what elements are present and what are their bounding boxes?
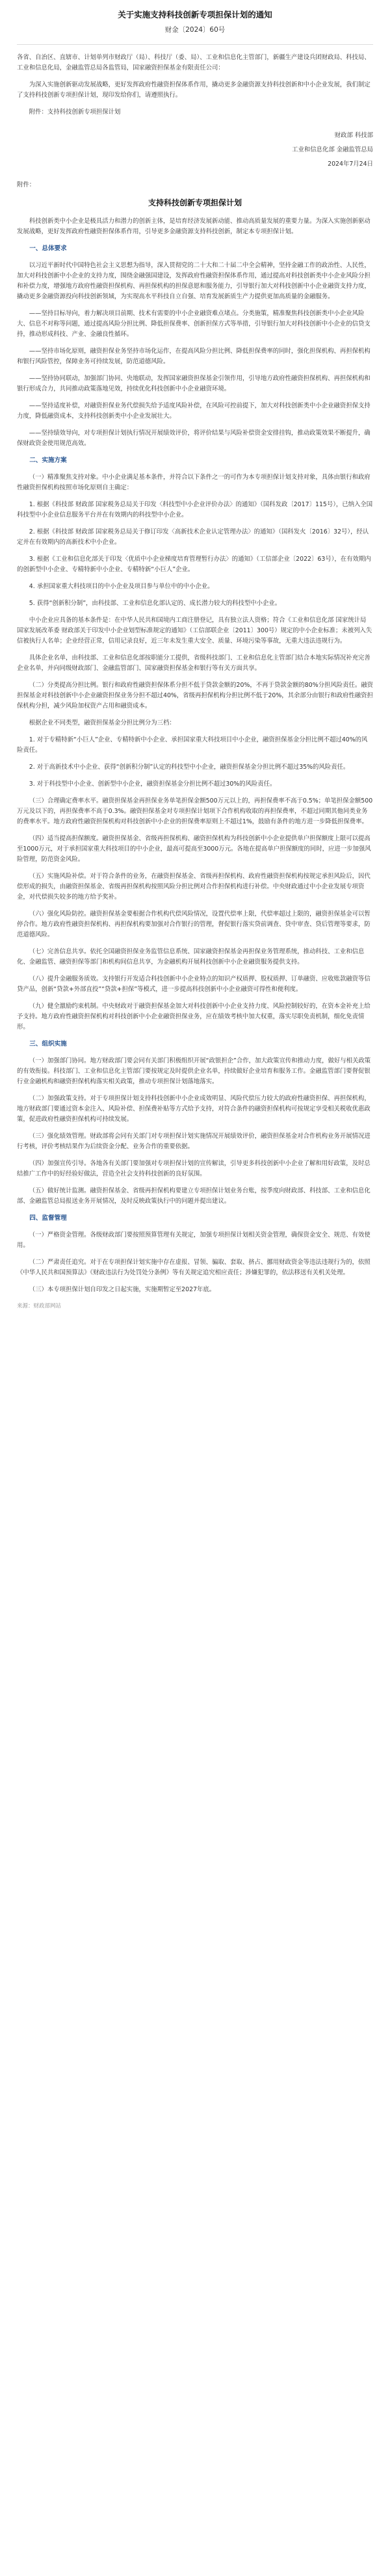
section-heading-2: 二、实施方案 <box>29 457 67 464</box>
paragraph: （一）严格资金管理。各级财政部门要按照预算管理有关规定，加强专项担保计划相关资金管理，确保资金安全、规范、有效使用。 <box>17 1231 370 1249</box>
list-item: 2. 根据《科技部 财政部 国家税务总局关于修订印发〈高新技术企业认定管理办法〉的通知》（国科发火〔2016〕32号），经认定并在有效期内的高新技术中小企业。 <box>17 528 369 546</box>
list-item: 2. 对于高新技术中小企业、获得“创新积分制”认定的科技型中小企业，融资担保基金分担比例不超过35%的风险责任。 <box>29 764 350 771</box>
source-footer: 来源：财政部网站 <box>17 1303 62 1309</box>
paragraph: ——坚持绩效导向，对专项担保计划执行情况开展绩效评价，将评价结果与风险补偿资金安排挂钩，推动政策效果不断提升，确保财政资金使用规范高效。 <box>17 430 370 447</box>
paragraph: ——坚持目标导向，着力解决项目前期、技术有需要的中小企业融资难点堵点。分类施策，精准聚焦科技创新类中小企业风险大、信息不对称等问题，通过提高风险分担比例、降低担保费率、创新担保方式等举措，引导银行加大对科技创新中小企业的信贷支持，推动形成科技、产业、金融良性循环。 <box>17 310 370 338</box>
paragraph: （二）严肃责任追究。对于在专项担保计划实施中存在虚报、冒领、骗取、套取、挤占、挪用财政资金等违法违规行为的，依照《中华人民共和国预算法》《财政违法行为处罚处分条例》等有关规定追究相应责任；涉嫌犯罪的，依法移送有关机关处理。 <box>17 1259 370 1276</box>
paragraph: 以习近平新时代中国特色社会主义思想为指导，深入贯彻党的二十大和二十届二中全会精神，坚持金融工作的政治性、人民性，加大对科技创新中小企业的支持力度，围绕金融强国建设，发挥政府性融资担保体系作用，通过提高对科技创新类中小企业风险分担和补偿力度，增强地方政府性融资担保机构、再担保机构的担保意愿和服务能力，引导银行加大对科技创新中小企业融资支持力度，撬动更多金融资源投向科技创新领域，为实现高水平科技自立自强、培育发展新质生产力提供更加高质量的金融服务。 <box>17 262 370 300</box>
list-item: 1. 对于专精特新“小巨人”企业、专精特新中小企业、承担国家重大科技项目中小企业，融资担保基金分担比例不超过40%的风险责任。 <box>17 736 368 754</box>
signer-2: 工业和信息化部 金融监管总局 <box>292 146 373 153</box>
paragraph: （五）实施风险补偿。对于符合条件的业务，在融资担保基金、省级再担保机构、政府性融资担保机构按规定承担风险后，因代偿形成的损失，由融资担保基金、省级再担保机构按照风险分担比例对合作担保机构进行补偿。中央财政通过中小企业发展专项资金，对代偿损失较多的地方给予奖补。 <box>17 873 370 901</box>
paragraph: 具体企业名单，由科技部、工业和信息化部按职能分工提供，省级科技部门、工业和信息化主管部门结合本地实际情况补充完善企业名单，并向同级财政部门、金融监管部门、国家融资担保基金和银行等有关方面共享。 <box>17 654 370 672</box>
paragraph: （二）分类提高分担比例。银行和政府性融资担保体系分担不低于贷款金额的20%，不再于贷款金额的80%分担风险责任。融资担保基金对科技创新中小企业融资担保业务分担不超过40%，省级再担保机构分担比例不低于20%，其余部分由银行和政府性融资担保机构分担，减少风险加权资产占用和融资成本。 <box>17 682 373 710</box>
paragraph: ——坚持协同联动，加强部门协同、央地联动，发挥国家融资担保基金引领作用，引导地方政府性融资担保机构、再担保机构和银行形成合力，共同推动政策落地见效，持续优化科技创新中小企业融资环境。 <box>17 375 370 393</box>
paragraph: （三）本专项担保计划自印发之日起实施，实施期暂定至2027年底。 <box>29 1286 216 1293</box>
paragraph: 中小企业应具备的基本条件是：在中华人民共和国境内工商注册登记，具有独立法人资格；符合《工业和信息化部 国家统计局 国家发展改革委 财政部关于印发中小企业划型标准规定的通知》（工信部联企业〔2011〕300号）规定的中小企业标准；未被列入失信被执行人名单；企业经营正常，信用记录良好，近三年未发生重大安全、质量、环境污染等事故，无重大违法违规行为。 <box>17 617 372 645</box>
paragraph: （六）强化风险防控。融资担保基金要根据合作机构代偿风险情况，设置代偿率上限，代偿率超过上限的，融资担保基金可以暂停合作。地方政府性融资担保机构、再担保机构要加强对合作银行的管理，督促银行落实贷前调查、贷中审查、贷后管理等要求，防范道德风险。 <box>17 910 370 938</box>
section-heading-1: 一、总体要求 <box>29 245 67 252</box>
paragraph: （一）精准聚焦支持对象。中小企业满足基本条件，并符合以下条件之一的可作为本专项担保计划支持对象，具体由银行和政府性融资担保机构按照市场化原则自主确定： <box>17 474 370 491</box>
section-heading-4: 四、监督管理 <box>29 1215 67 1222</box>
paragraph: （二）加强政策支持。对于专项担保计划支持科技创新中小企业成效明显、风险代偿压力较大的政府性融资担保、再担保机构，地方财政部门要通过资本金注入、风险补偿、担保费补贴等方式给予支持，对符合条件的融资担保机构可按规定享受相关税收优惠政策，促进政府性融资担保机构可持续发展。 <box>17 1095 370 1123</box>
divider <box>17 44 373 45</box>
section-heading-3: 三、组织实施 <box>29 1040 67 1048</box>
notice-title: 关于实施支持科技创新专项担保计划的通知 <box>118 10 272 19</box>
paragraph: （五）做好统计监测。融资担保基金、省级再担保机构要建立专项担保计划业务台账，按季度向财政部、科技部、工业和信息化部、金融监管总局报送业务开展情况，及时反映政策执行中的问题并提出建议。 <box>17 1187 370 1205</box>
paragraph: （四）加强宣传引导。各地各有关部门要加强对专项担保计划的宣传解读，引导更多科技创新中小企业了解和用好政策，及时总结推广工作中的好经验好做法，营造全社会支持科技创新的良好氛围。 <box>17 1160 370 1178</box>
attachment-line: 附件：支持科技创新专项担保计划 <box>29 109 121 116</box>
list-item: 3. 对于科技型中小企业、创新型中小企业，融资担保基金分担比例不超过30%的风险责任。 <box>29 780 276 788</box>
notice-paragraph: 为深入实施创新驱动发展战略，更好发挥政府性融资担保体系作用，撬动更多金融资源支持科技创新和中小企业发展，我们制定了支持科技创新专项担保计划，现印发给你们，请遵照执行。 <box>17 81 370 99</box>
paragraph: （八）提升金融服务质效。支持银行开发适合科技创新中小企业特点的知识产权质押、股权质押、订单融资、应收账款融资等信贷产品，创新“贷款+外部直投”“贷款+担保”等模式，进一步提高科技创新中小企业融资可得性和便利度。 <box>17 975 370 993</box>
document-number: 财金〔2024〕60号 <box>164 26 226 34</box>
notice-date: 2024年7月24日 <box>328 161 373 168</box>
list-item: 4. 承担国家重大科技项目的中小企业及项目参与单位中的中小企业。 <box>29 583 214 590</box>
paragraph: （三）合理确定费率水平。融资担保基金再担保业务单笔担保金额500万元以上的，再担保费率不高于0.5%；单笔担保金额500万元及以下的，再担保费率不高于0.3%。融资担保基金对专项担保计划项下合作机构收取的再担保费率，不超过同期其他同类业务的费率水平。地方政府性融资担保机构对科技创新中小企业的担保费率原则上不超过1%，鼓励有条件的地方进一步降低担保费率。 <box>17 797 373 825</box>
paragraph: （四）适当提高担保额度。融资担保基金、省级再担保机构、融资担保机构为科技创新中小企业提供单户担保额度上限可以提高至1000万元，对于承担国家重大科技项目的中小企业，最高可提高至3000万元。各地在提高单户担保额度的同时，应进一步加强风险管理，防范资金风险。 <box>17 835 371 863</box>
paragraph: 根据企业不同类型，融资担保基金分担比例分为三档： <box>29 719 176 727</box>
signer-1: 财政部 科技部 <box>334 132 373 139</box>
paragraph: ——坚持市场化原则，融资担保业务坚持市场化运作，在提高风险分担比例、降低担保费率的同时，强化担保机构、再担保机构和银行风险管控，保障业务可持续发展，防范道德风险。 <box>17 348 370 365</box>
paragraph: ——坚持适度补偿，对融资担保业务代偿损失给予适度风险补偿，在风险可控前提下，加大对科技创新类中小企业融资担保支持力度，降低融资成本，支持科技创新类中小企业发展壮大。 <box>17 402 370 420</box>
attachment-label: 附件： <box>17 181 36 188</box>
recipients: 各省、自治区、直辖市、计划单列市财政厅（局）、科技厅（委、局）、工业和信息化主管部门，新疆生产建设兵团财政局、科技局、工业和信息化局，金融监管总局各监管局，国家融资担保基金有限责任公司： <box>17 54 370 71</box>
attachment-title: 支持科技创新专项担保计划 <box>148 198 242 207</box>
paragraph: （七）完善信息共享。依托全国融资担保业务监管信息系统、国家融资担保基金再担保业务管理系统，推动科技、工业和信息化、金融监管、融资担保等部门和机构间信息共享，为金融机构开展科技创新中小企业融资服务提供支持。 <box>17 948 365 966</box>
list-item: 1. 根据《科技部 财政部 国家税务总局关于印发〈科技型中小企业评价办法〉的通知》（国科发政〔2017〕115号），已纳入全国科技型中小企业信息服务平台并在有效期内的科技型中小企业。 <box>17 501 373 519</box>
paragraph: （一）加强部门协同。地方财政部门要会同有关部门积极组织开展“政银担企”合作，加大政策宣传和推动力度，做好与相关政策的有效衔接。科技部门、工业和信息化主管部门要按规定及时提供企业名单，持续做好企业培育和服务工作。金融监管部门要督促银行业金融机构和融资担保机构落实相关政策，推动专项担保计划落地落实。 <box>17 1057 371 1085</box>
list-item: 5. 获得“创新积分制”，由科技部、工业和信息化部认定的、成长潜力较大的科技型中小企业。 <box>29 600 281 607</box>
list-item: 3. 根据《工业和信息化部关于印发〈优质中小企业梯度培育管理暂行办法〉的通知》（工信部企业〔2022〕63号），在有效期内的创新型中小企业、专精特新中小企业、专精特新“小巨人”企业。 <box>17 556 371 573</box>
paragraph: （三）强化绩效管理。财政部将会同有关部门对专项担保计划实施情况开展绩效评价，融资担保基金对合作机构业务开展情况进行考核，评价考核结果作为后续资金分配、业务合作的重要依据。 <box>17 1133 370 1150</box>
intro-paragraph: 科技创新类中小企业是极具活力和潜力的创新主体，是培育经济发展新动能、推动高质量发展的重要力量。为深入实施创新驱动发展战略，更好发挥政府性融资担保体系作用，引导更多金融资源支持科技创新，制定本专项担保计划。 <box>17 218 370 235</box>
paragraph: （九）健全激励约束机制。中央财政对于融资担保基金加大对科技创新中小企业支持力度、风险控制较好的，在资本金补充上给予支持。地方政府性融资担保机构对科技创新中小企业融资担保业务，应在绩效考核中加大权重，落实尽职免责机制，细化免责情形。 <box>17 1003 370 1031</box>
